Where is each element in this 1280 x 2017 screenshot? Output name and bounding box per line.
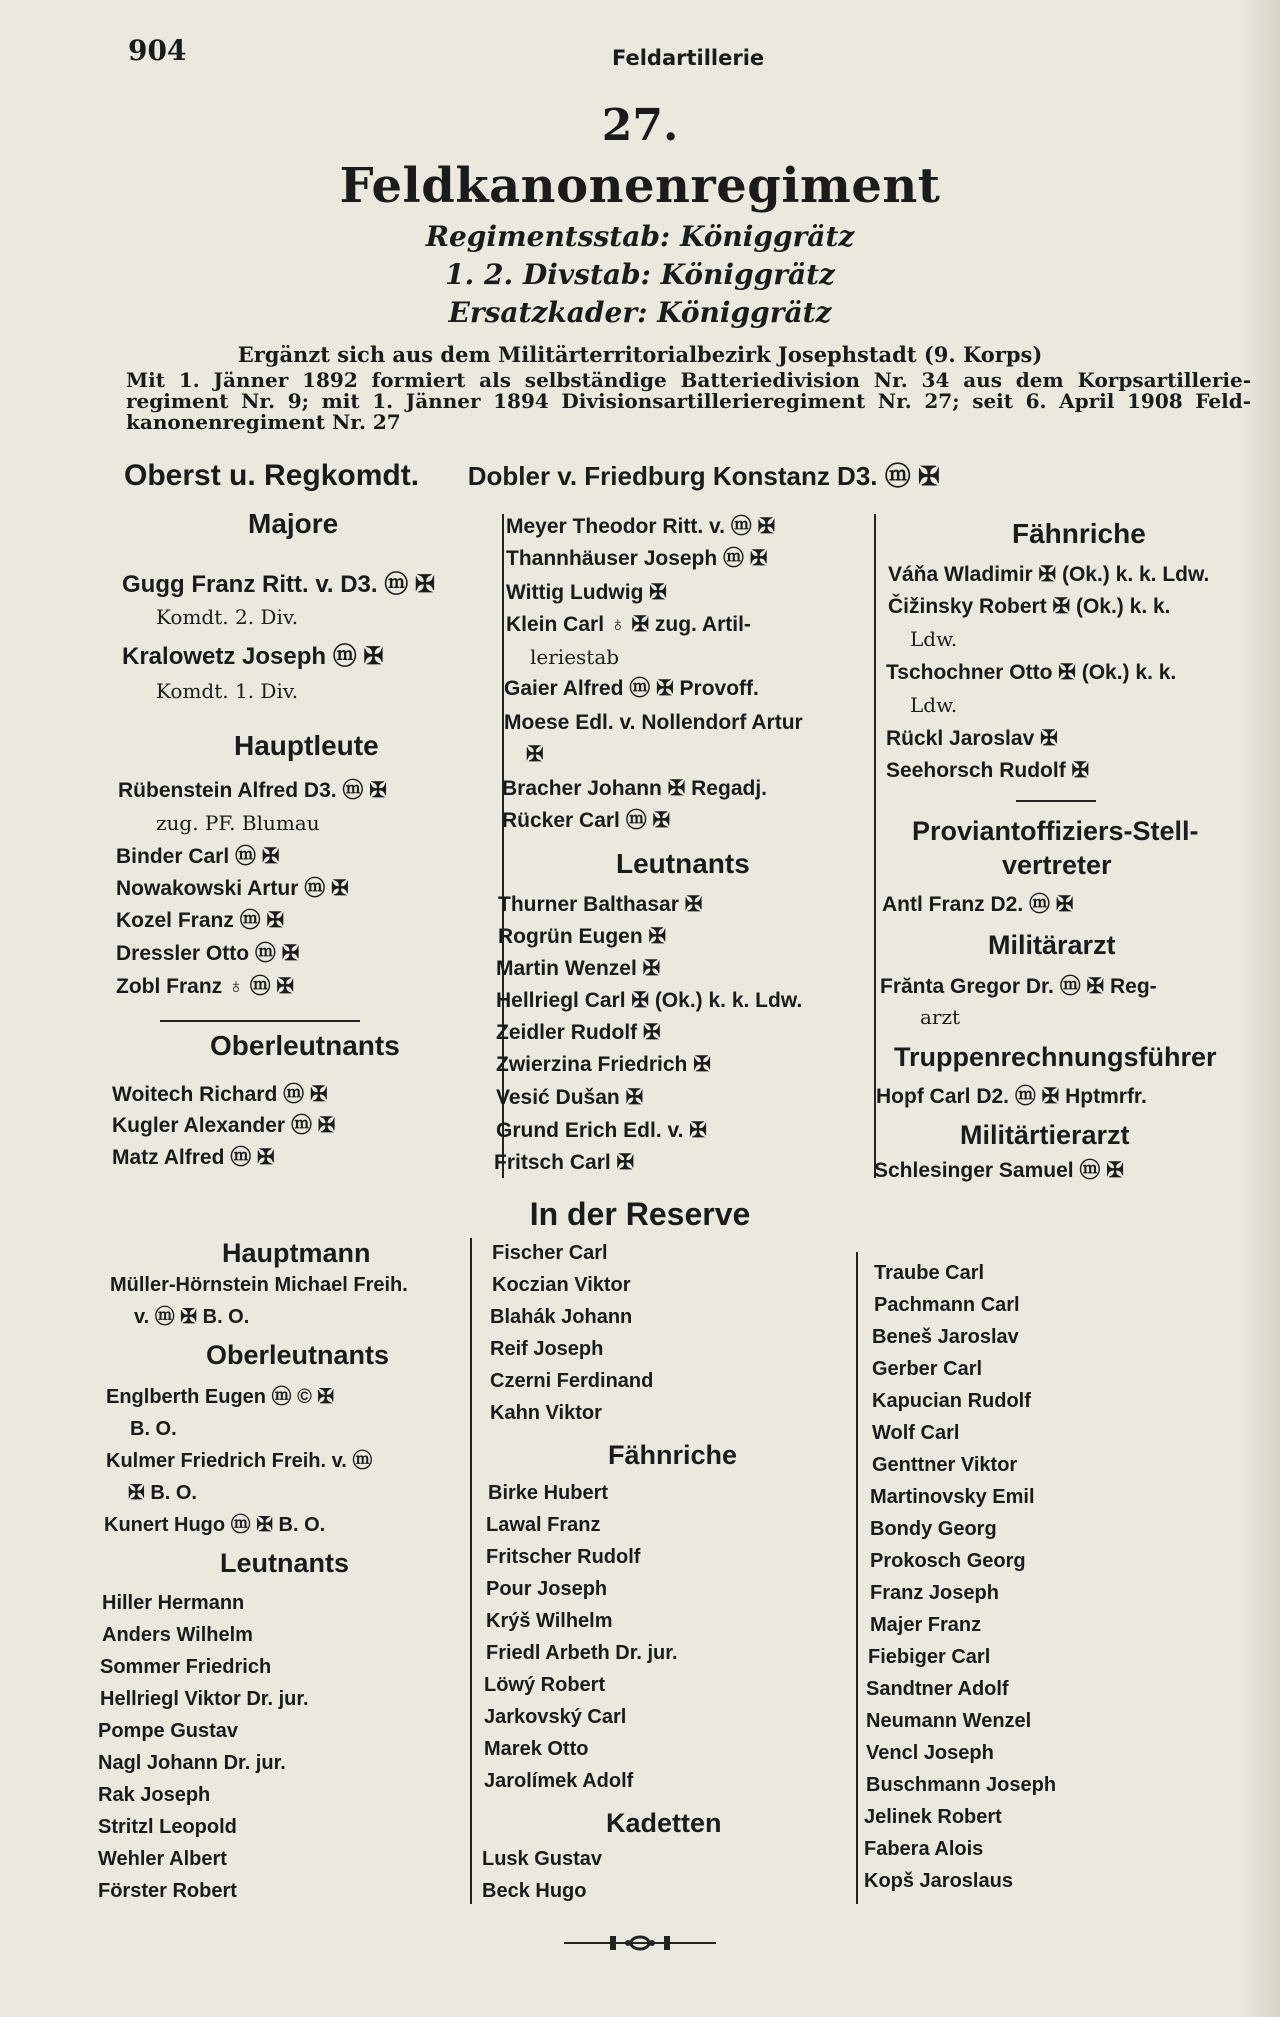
reserve-officer-entry: Blahák Johann: [490, 1306, 633, 1328]
faehnrich-note: Ldw.: [910, 627, 958, 651]
reserve-title: In der Reserve: [529, 1196, 751, 1232]
reserve-hauptmann-note: v. ⓜ ✠ B. O.: [134, 1306, 250, 1328]
page-number: 904: [128, 34, 187, 67]
reserve-entry: Kopš Jaroslaus: [864, 1870, 1013, 1892]
oberleutnant-entry: Kugler Alexander ⓜ ✠: [112, 1114, 336, 1137]
oberleutnants-header: Oberleutnants: [210, 1030, 400, 1061]
reserve-leutnant-entry: Sommer Friedrich: [100, 1656, 272, 1678]
reserve-entry: Neumann Wenzel: [866, 1710, 1032, 1732]
faehnrich-entry: Rückl Jaroslav ✠: [886, 727, 1058, 750]
officer-entry: Wittig Ludwig ✠: [506, 581, 667, 604]
faehnrich-entry: Čižinsky Robert ✠ (Ok.) k. k.: [888, 595, 1171, 618]
truppenrechnungsfuehrer-header: Truppenrechnungsführer: [894, 1042, 1217, 1072]
reserve-entry: Majer Franz: [870, 1614, 982, 1636]
column-rule-1: [502, 514, 504, 1178]
section-divider: [1016, 800, 1096, 802]
officer-entry: Moese Edl. v. Nollendorf Artur: [504, 711, 803, 734]
reserve-hauptmann-entry: Müller-Hörnstein Michael Freih.: [110, 1274, 408, 1296]
proviant-header-line1: Proviantoffiziers-Stell-: [912, 816, 1199, 846]
reserve-oberleutnant-entry: Kunert Hugo ⓜ ✠ B. O.: [104, 1514, 326, 1536]
arzt-note: arzt: [920, 1005, 961, 1029]
reserve-faehnriche-header: Fähnriche: [608, 1440, 738, 1470]
reserve-entry: Kapucian Rudolf: [872, 1390, 1031, 1412]
reserve-oberleutnant-entry: Englberth Eugen ⓜ © ✠: [106, 1386, 335, 1408]
column-rule-2: [874, 514, 876, 1178]
regiment-title: Feldkanonenregiment: [339, 158, 941, 214]
reserve-faehnrich-entry: Friedl Arbeth Dr. jur.: [486, 1642, 678, 1664]
reserve-entry: Pachmann Carl: [874, 1294, 1020, 1316]
oberst-label: Oberst u. Regkomdt.: [124, 459, 420, 492]
reserve-leutnant-entry: Stritzl Leopold: [98, 1816, 237, 1838]
faehnrich-entry: Váňa Wladimir ✠ (Ok.) k. k. Ldw.: [888, 563, 1210, 586]
reserve-kadett-entry: Lusk Gustav: [482, 1848, 603, 1870]
leutnant-entry: Zwierzina Friedrich ✠: [496, 1053, 711, 1076]
leutnant-entry: Vesić Dušan ✠: [496, 1086, 644, 1109]
reserve-entry: Bondy Georg: [870, 1518, 997, 1540]
hauptmann-entry: Binder Carl ⓜ ✠: [116, 845, 280, 868]
officer-entry: Bracher Johann ✠ Regadj.: [502, 777, 767, 800]
major-note: Komdt. 1. Div.: [156, 679, 299, 703]
reserve-faehnrich-entry: Jarolímek Adolf: [484, 1770, 634, 1792]
oberst-line: [124, 456, 940, 493]
leutnant-entry: Martin Wenzel ✠: [496, 957, 661, 980]
regimentsstab-line: Regimentsstab: Königgrätz: [425, 220, 855, 253]
majore-header: Majore: [248, 508, 339, 539]
faehnrich-entry: Tschochner Otto ✠ (Ok.) k. k.: [886, 661, 1177, 684]
reserve-leutnant-entry: Nagl Johann Dr. jur.: [98, 1752, 286, 1774]
regiment-number: 27.: [601, 100, 679, 151]
reserve-entry: Gerber Carl: [872, 1358, 983, 1380]
running-title: Feldartillerie: [612, 46, 765, 70]
section-divider: [160, 1020, 360, 1022]
proviant-header-line2: vertreter: [1002, 850, 1112, 880]
reserve-oberleutnant-note: B. O.: [130, 1418, 177, 1440]
reserve-oberleutnant-note: ✠ B. O.: [128, 1482, 197, 1504]
truppen-entry: Hopf Carl D2. ⓜ ✠ Hptmrfr.: [876, 1085, 1147, 1108]
ergaenzt-line: Ergänzt sich aus dem Militärterritorialbezirk Josephstadt (9. Korps): [237, 342, 1043, 367]
tierarzt-entry: Schlesinger Samuel ⓜ ✠: [874, 1159, 1124, 1182]
reserve-entry: Martinovsky Emil: [870, 1486, 1035, 1508]
militaerarzt-header: Militärarzt: [988, 930, 1116, 960]
reserve-faehnrich-entry: Löwý Robert: [484, 1674, 606, 1696]
officer-entry: Rücker Carl ⓜ ✠: [502, 809, 671, 832]
reserve-faehnrich-entry: Marek Otto: [484, 1738, 589, 1760]
reserve-faehnrich-entry: Birke Hubert: [488, 1482, 609, 1504]
reserve-entry: Beneš Jaroslav: [872, 1326, 1019, 1348]
reserve-entry: Buschmann Joseph: [866, 1774, 1057, 1796]
reserve-rule-1: [470, 1238, 472, 1904]
oberst-name: Dobler v. Friedburg Konstanz D3. ⓜ ✠: [467, 461, 940, 491]
reserve-entry: Jelinek Robert: [864, 1806, 1002, 1828]
reserve-faehnrich-entry: Pour Joseph: [486, 1578, 608, 1600]
reserve-hauptmann-header: Hauptmann: [222, 1238, 371, 1268]
leutnant-entry: Hellriegl Carl ✠ (Ok.) k. k. Ldw.: [496, 989, 803, 1012]
reserve-faehnrich-entry: Lawal Franz: [486, 1514, 601, 1536]
reserve-entry: Fiebiger Carl: [868, 1646, 991, 1668]
reserve-entry: Genttner Viktor: [872, 1454, 1018, 1476]
reserve-entry: Sandtner Adolf: [866, 1678, 1009, 1700]
officer-entry: Gaier Alfred ⓜ ✠ Provoff.: [504, 677, 759, 700]
leutnant-entry: Fritsch Carl ✠: [494, 1151, 635, 1174]
oberleutnant-entry: Matz Alfred ⓜ ✠: [112, 1146, 275, 1169]
oberleutnant-entry: Woitech Richard ⓜ ✠: [112, 1083, 328, 1106]
proviant-entry: Antl Franz D2. ⓜ ✠: [882, 893, 1074, 916]
reserve-leutnant-entry: Hellriegl Viktor Dr. jur.: [100, 1688, 309, 1710]
reserve-rule-2: [856, 1252, 858, 1904]
reserve-officer-entry: Koczian Viktor: [492, 1274, 631, 1296]
major-note: Komdt. 2. Div.: [156, 605, 299, 629]
leutnant-entry: Thurner Balthasar ✠: [498, 893, 703, 916]
reserve-officer-entry: Czerni Ferdinand: [490, 1370, 654, 1392]
reserve-entry: Wolf Carl: [872, 1422, 960, 1444]
hauptmann-entry: Dressler Otto ⓜ ✠: [116, 942, 300, 965]
reserve-faehnrich-entry: Fritscher Rudolf: [486, 1546, 641, 1568]
end-ornament-icon: [560, 1928, 720, 1958]
hauptmann-entry: Kozel Franz ⓜ ✠: [116, 909, 285, 932]
reserve-officer-entry: Fischer Carl: [492, 1242, 608, 1264]
officer-note: ✠: [526, 743, 544, 766]
reserve-entry: Fabera Alois: [864, 1838, 984, 1860]
reserve-entry: Vencl Joseph: [866, 1742, 994, 1764]
faehnriche-header: Fähnriche: [1012, 518, 1146, 549]
reserve-officer-entry: Reif Joseph: [490, 1338, 604, 1360]
reserve-entry: Prokosch Georg: [870, 1550, 1026, 1572]
reserve-faehnrich-entry: Jarkovský Carl: [484, 1706, 627, 1728]
reserve-leutnant-entry: Hiller Hermann: [102, 1592, 245, 1614]
leutnant-entry: Grund Erich Edl. v. ✠: [496, 1119, 707, 1142]
reserve-leutnant-entry: Wehler Albert: [98, 1848, 227, 1870]
officer-entry: Meyer Theodor Ritt. v. ⓜ ✠: [506, 515, 776, 538]
faehnrich-entry: Seehorsch Rudolf ✠: [886, 759, 1090, 782]
hauptmann-entry: Zobl Franz ♁ ⓜ ✠: [116, 975, 295, 998]
reserve-officer-entry: Kahn Viktor: [490, 1402, 602, 1424]
divstab-line: 1. 2. Divstab: Königgrätz: [445, 258, 835, 291]
major-entry: Kralowetz Joseph ⓜ ✠: [122, 643, 384, 670]
ersatzkader-line: Ersatzkader: Königgrätz: [448, 296, 832, 329]
officer-note: leriestab: [530, 645, 620, 669]
reserve-entry: Franz Joseph: [870, 1582, 999, 1604]
major-entry: Gugg Franz Ritt. v. D3. ⓜ ✠: [122, 571, 436, 598]
reserve-faehnrich-entry: Krýš Wilhelm: [486, 1610, 613, 1632]
hauptmann-note: zug. PF. Blumau: [156, 811, 320, 835]
history-paragraph: Mit 1. Jänner 1892 formiert als selbständige Batteriedivision Nr. 34 aus dem Korpsartillerie-regiment Nr. 9; mit 1. Jänner 1894 Divisionsartillerieregiment Nr. 27; seit 6. April 1908 Feld-kanonenregiment Nr. 27: [126, 368, 1251, 434]
reserve-leutnant-entry: Förster Robert: [98, 1880, 237, 1902]
officer-entry: Thannhäuser Joseph ⓜ ✠: [506, 547, 768, 570]
hauptmann-entry: Nowakowski Artur ⓜ ✠: [116, 877, 349, 900]
reserve-oberleutnants-header: Oberleutnants: [206, 1340, 390, 1370]
leutnant-entry: Zeidler Rudolf ✠: [496, 1021, 661, 1044]
reserve-kadett-entry: Beck Hugo: [482, 1880, 587, 1902]
reserve-kadetten-header: Kadetten: [606, 1808, 722, 1838]
reserve-leutnant-entry: Rak Joseph: [98, 1784, 211, 1806]
officer-entry: Klein Carl ♁ ✠ zug. Artil-: [506, 613, 751, 636]
reserve-oberleutnant-entry: Kulmer Friedrich Freih. v. ⓜ: [106, 1450, 373, 1472]
arzt-entry: Frănta Gregor Dr. ⓜ ✠ Reg-: [880, 975, 1157, 998]
hauptleute-header: Hauptleute: [234, 730, 379, 761]
militaertierarzt-header: Militärtierarzt: [960, 1120, 1130, 1150]
reserve-leutnant-entry: Pompe Gustav: [98, 1720, 239, 1742]
reserve-leutnants-header: Leutnants: [220, 1548, 350, 1578]
hauptmann-entry: Rübenstein Alfred D3. ⓜ ✠: [118, 779, 387, 802]
leutnant-entry: Rogrün Eugen ✠: [498, 925, 667, 948]
reserve-leutnant-entry: Anders Wilhelm: [102, 1624, 253, 1646]
leutnants-header: Leutnants: [616, 848, 750, 879]
faehnrich-note: Ldw.: [910, 693, 958, 717]
reserve-entry: Traube Carl: [874, 1262, 985, 1284]
